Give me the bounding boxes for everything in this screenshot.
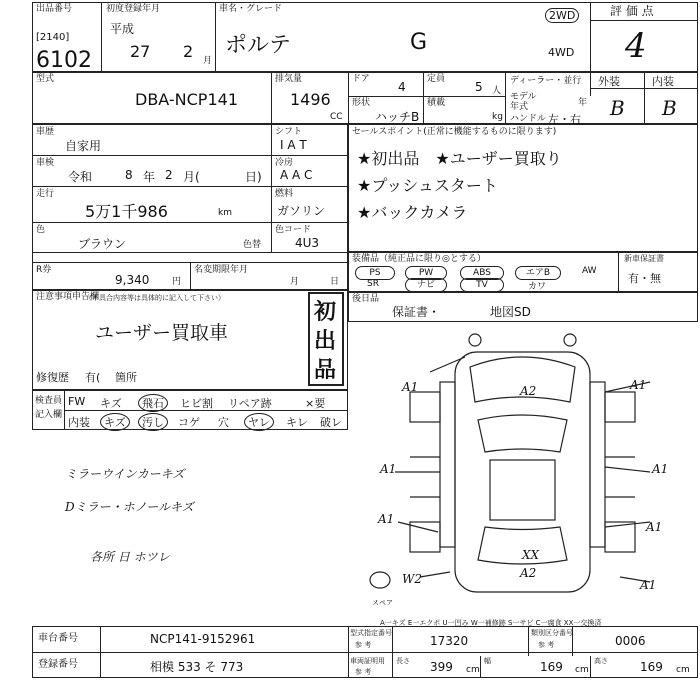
spare-tire-icon <box>370 572 390 588</box>
damage-mark-11: W2 <box>402 572 422 586</box>
fuel: ガソリン <box>277 204 326 218</box>
selling-line-2: ★プッシュスタート <box>357 176 498 195</box>
width-unit: cm <box>575 665 589 675</box>
damage-mark-4: A1 <box>380 462 397 476</box>
color: ブラウン <box>78 237 127 251</box>
damage-mark-1: A1 <box>402 380 419 394</box>
shaken-era: 令和 <box>68 170 93 184</box>
height-label: 高さ <box>594 657 608 665</box>
recycle: 9,340 <box>115 273 150 287</box>
yen-unit: 円 <box>172 277 182 287</box>
color-code: 4U3 <box>295 236 320 250</box>
stamp-char-2: 出 <box>314 329 337 354</box>
score-label: 評 価 点 <box>610 4 654 18</box>
capacity-label: 定員 <box>427 74 446 84</box>
color-change-label: 色替 <box>243 240 262 250</box>
use: 自家用 <box>65 139 102 153</box>
body-label: 形状 <box>352 98 371 108</box>
mileage: 5万1千986 <box>85 202 168 221</box>
equipment-label: 装備品（純正品に限り◎とする） <box>352 254 486 264</box>
drive-4wd: 4WD <box>548 46 575 59</box>
equip-leather: カワ <box>528 282 547 292</box>
doors-label: ドア <box>352 74 370 84</box>
inspector-label-2: 記入欄 <box>35 410 63 420</box>
warranty-label: 新車保証書 <box>624 254 664 263</box>
equip-aw: AW <box>582 266 597 276</box>
repair: 有( <box>85 371 101 384</box>
handwritten-note-2: Dミラー・ホノールキズ <box>65 500 194 514</box>
cc-unit: CC <box>330 112 343 122</box>
mark-leader-7 <box>420 572 450 577</box>
stamp-char-3: 品 <box>314 358 337 383</box>
damage-mark-12: A1 <box>640 578 657 592</box>
year-unit: 年 <box>578 98 588 108</box>
insp-need: ×要 <box>305 397 326 410</box>
reg-year: 27 <box>130 42 151 61</box>
height-unit: cm <box>676 665 690 675</box>
equip-navi: ナビ <box>405 278 447 292</box>
equip-pw: PW <box>405 266 447 280</box>
selling-line-3: ★バックカメラ <box>357 203 468 222</box>
displacement-label: 排気量 <box>275 74 303 84</box>
damage-mark-9: XX <box>522 548 540 562</box>
displacement: 1496 <box>290 90 331 109</box>
car-name: ポルテ <box>225 33 292 58</box>
recycle-label: R券 <box>36 265 52 275</box>
model: DBA-NCP141 <box>135 90 238 109</box>
repair-label: 修復歴 <box>36 371 69 384</box>
shaken-month: 2 <box>165 168 173 182</box>
right-mirror <box>564 334 576 346</box>
shaken-day-unit: 日) <box>245 170 262 184</box>
doors: 4 <box>398 80 406 94</box>
model-year-label: モデル 年式 <box>510 92 537 112</box>
handwritten-note-3: 各所 日 ホツレ <box>90 550 170 564</box>
drive-2wd: 2WD <box>545 8 579 23</box>
insp-crack: ヒビ割 <box>180 397 213 410</box>
damage-legend: A一キズ E一エクボ U一凹み W一補修跡 S一サビ C一腐食 XX一交換済 <box>380 619 602 627</box>
mileage-label: 走行 <box>36 189 55 199</box>
warranty: 有・無 <box>628 272 661 285</box>
name-label: 車名・グレード <box>219 4 283 14</box>
spare-label: スペア <box>372 599 393 607</box>
kg-unit: kg <box>492 112 503 122</box>
capacity: 5 <box>475 80 483 94</box>
mark-leader-1 <box>430 357 465 372</box>
equip-tv: TV <box>460 278 504 292</box>
model-label: 型式 <box>36 74 55 84</box>
interior-label: 内装 <box>652 75 674 88</box>
left-side-panel <box>440 382 455 547</box>
notes-text: ユーザー買取車 <box>95 322 229 344</box>
exterior-label: 外装 <box>598 75 620 88</box>
aircon-label: 冷房 <box>275 158 294 168</box>
ref-label-2: 参 考 <box>538 641 555 649</box>
handwritten-note-1: ミラーウインカーキズ <box>65 467 185 481</box>
plate: 相模 533 そ 773 <box>150 660 244 674</box>
handle-label: ハンドル <box>510 114 547 124</box>
roof-panel <box>490 460 555 520</box>
right-front-wheel <box>605 392 635 422</box>
notes-label: 注意事項申告欄 <box>36 292 100 302</box>
selling-label: セールスポイント(正常に機能するものに限ります) <box>352 127 557 137</box>
insp-fw: FW <box>68 395 86 408</box>
insp-tear: 破レ <box>320 416 342 429</box>
km-unit: km <box>218 208 232 218</box>
insp-interior: 内装 <box>68 416 90 429</box>
tax-day-unit: 日 <box>330 277 340 287</box>
insp-scratch: キズ <box>100 397 122 410</box>
length: 399 <box>430 660 453 674</box>
length-unit: cm <box>466 665 480 675</box>
ref-label-3: 参 考 <box>355 668 372 676</box>
damage-mark-3: A1 <box>630 378 647 392</box>
width: 169 <box>540 660 563 674</box>
interior-grade: B <box>662 96 677 120</box>
score-value: 4 <box>625 26 647 66</box>
chassis: NCP141-9152961 <box>150 632 256 646</box>
reg-month: 2 <box>183 42 194 61</box>
first-reg-label: 初度登録年月 <box>106 4 161 14</box>
stamp-char-1: 初 <box>314 300 337 325</box>
lot-label: 出品番号 <box>36 4 73 14</box>
color-code-label: 色コード <box>275 225 312 235</box>
exterior-grade: B <box>610 96 625 120</box>
insp-repair: リペア跡 <box>228 397 272 410</box>
tax-label: 名変期限年月 <box>194 265 249 275</box>
lot-code: [2140] <box>36 32 70 43</box>
damage-mark-2: A2 <box>520 384 537 398</box>
damage-mark-5: A1 <box>652 462 669 476</box>
mark-leader-5 <box>605 467 650 472</box>
length-label: 長さ <box>396 657 410 665</box>
windshield <box>478 415 567 452</box>
repair-unit: 箇所 <box>115 371 137 384</box>
equip-airbag: エアB <box>515 266 561 280</box>
damage-mark-6: A1 <box>378 512 395 526</box>
month-unit: 月 <box>203 56 213 66</box>
insp-burn: コゲ <box>178 416 200 429</box>
insp-chip: 飛石 <box>138 394 168 412</box>
left-mirror <box>469 334 481 346</box>
type-no-label: 型式指定番号 <box>350 629 392 637</box>
equip-ps: PS <box>355 266 395 280</box>
equip-abs: ABS <box>460 266 504 280</box>
damage-mark-10: A2 <box>520 566 537 580</box>
class-no: 0006 <box>615 634 646 648</box>
docs: 保証書・ <box>392 305 441 319</box>
aircon: A A C <box>280 168 313 182</box>
insp-dirt: 汚し <box>138 413 168 431</box>
docs-label: 後日品 <box>352 294 380 304</box>
grade: G <box>410 30 428 55</box>
shift-label: シフト <box>275 127 303 137</box>
left-front-wheel <box>410 392 440 422</box>
right-side-panel <box>590 382 605 547</box>
class-label: 類別区分番号 <box>531 629 573 637</box>
inspector-label-1: 検査員 <box>35 396 63 406</box>
insp-int-scratch: キズ <box>100 413 130 431</box>
mark-leader-3 <box>398 522 438 532</box>
mark-leader-6 <box>605 522 650 527</box>
height: 169 <box>640 660 663 674</box>
ref-label-1: 参 考 <box>355 641 372 649</box>
dealer-label: ディーラー・並行 <box>510 76 582 86</box>
era: 平成 <box>110 22 135 36</box>
body: ハッチB <box>375 110 420 124</box>
shaken-year-unit: 年 <box>143 170 156 184</box>
insp-hole: 穴 <box>218 416 229 429</box>
insp-cut: キレ <box>286 416 308 429</box>
fuel-label: 燃料 <box>275 189 294 199</box>
insp-wear: ヤレ <box>244 413 274 431</box>
selling-line-1: ★初出品 ★ユーザー買取り <box>357 149 562 168</box>
notes-sub: （不具合内容等は具体的に記入して下さい） <box>85 294 225 302</box>
plate-label: 登録番号 <box>38 659 78 670</box>
size-label: 車両証明用 <box>350 657 385 665</box>
load-label: 積載 <box>427 98 446 108</box>
capacity-unit: 人 <box>492 86 502 96</box>
type-no: 17320 <box>430 634 469 648</box>
shaken-label: 車検 <box>36 158 55 168</box>
damage-mark-7: A1 <box>646 520 663 534</box>
docs-2: 地図SD <box>490 305 531 319</box>
width-label: 幅 <box>484 657 491 665</box>
chassis-label: 車台番号 <box>38 633 78 644</box>
shaken-month-unit: 月( <box>183 170 200 184</box>
lot-number: 6102 <box>36 48 92 73</box>
shaken-year: 8 <box>125 168 133 182</box>
tax-month-unit: 月 <box>290 277 300 287</box>
color-label: 色 <box>36 225 46 235</box>
handle: 左・右 <box>548 113 581 126</box>
use-label: 車歴 <box>36 127 55 137</box>
equip-sr: SR <box>367 279 379 289</box>
shift: I A T <box>280 138 307 152</box>
